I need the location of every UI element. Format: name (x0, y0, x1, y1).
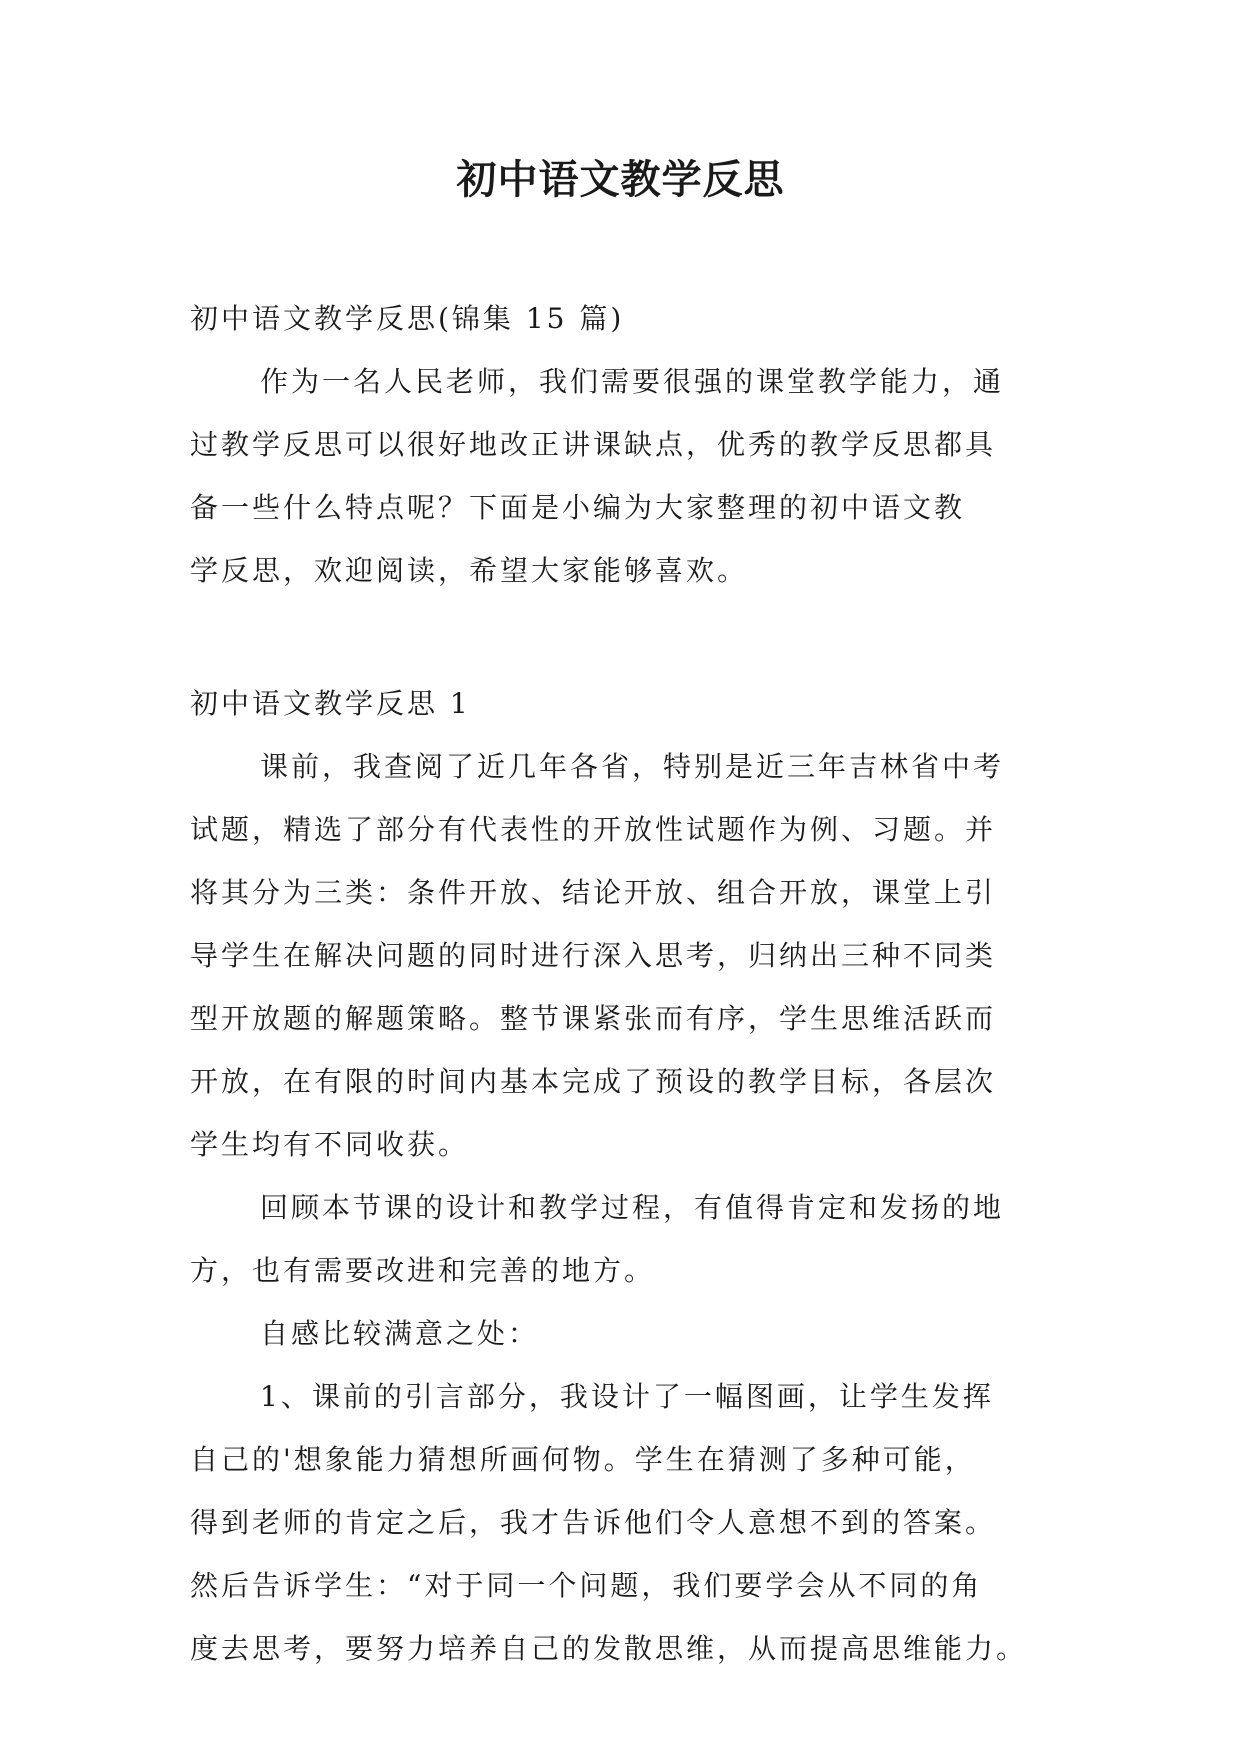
section-paragraph (190, 735, 1070, 1176)
paragraph-gap (190, 602, 1070, 672)
paragraph-line: 作为一名人民老师，我们需要很强的课堂教学能力，通 (260, 365, 1005, 398)
paragraph-line: 自己的'想象能力猜想所画何物。学生在猜测了多种可能， (190, 1443, 976, 1476)
paragraph-line: 试题，精选了部分有代表性的开放性试题作为例、习题。并 (190, 813, 997, 846)
paragraph-line: 然后告诉学生：“对于同一个问题，我们要学会从不同的角 (190, 1569, 983, 1602)
paragraph-line: 回顾本节课的设计和教学过程，有值得肯定和发扬的地 (260, 1191, 1005, 1224)
section-paragraph (190, 1176, 1070, 1302)
paragraph-line: 学生均有不同收获。 (190, 1128, 470, 1161)
paragraph-line: 将其分为三类：条件开放、结论开放、组合开放，课堂上引 (190, 876, 997, 909)
paragraph-line: 方，也有需要改进和完善的地方。 (190, 1254, 656, 1287)
paragraph-line: 自感比较满意之处： (260, 1317, 540, 1350)
document-body (190, 287, 1070, 1680)
paragraph-line: 度去思考，要努力培养自己的发散思维，从而提高思维能力。 (190, 1632, 1028, 1665)
section-heading: 初中语文教学反思 1 (190, 687, 471, 720)
paragraph-line: 型开放题的解题策略。整节课紧张而有序，学生思维活跃而 (190, 1002, 997, 1035)
intro-paragraph (190, 350, 1070, 602)
document-title: 初中语文教学反思 (456, 157, 785, 203)
section-paragraph (190, 1365, 1070, 1680)
paragraph-line: 学反思，欢迎阅读，希望大家能够喜欢。 (190, 554, 749, 587)
paragraph-line: 过教学反思可以很好地改正讲课缺点，优秀的教学反思都具 (190, 428, 997, 461)
paragraph-line: 导学生在解决问题的同时进行深入思考，归纳出三种不同类 (190, 939, 997, 972)
paragraph-line: 开放，在有限的时间内基本完成了预设的教学目标，各层次 (190, 1065, 997, 1098)
paragraph-line: 备一些什么特点呢？下面是小编为大家整理的初中语文教 (190, 491, 966, 524)
document-subtitle: 初中语文教学反思(锦集 15 篇) (190, 302, 625, 335)
paragraph-line: 得到老师的肯定之后，我才告诉他们令人意想不到的答案。 (190, 1506, 997, 1539)
section-paragraph (190, 1302, 1070, 1365)
paragraph-line: 1、课前的引言部分，我设计了一幅图画，让学生发挥 (260, 1380, 994, 1413)
paragraph-line: 课前，我查阅了近几年各省，特别是近三年吉林省中考 (260, 750, 1005, 783)
